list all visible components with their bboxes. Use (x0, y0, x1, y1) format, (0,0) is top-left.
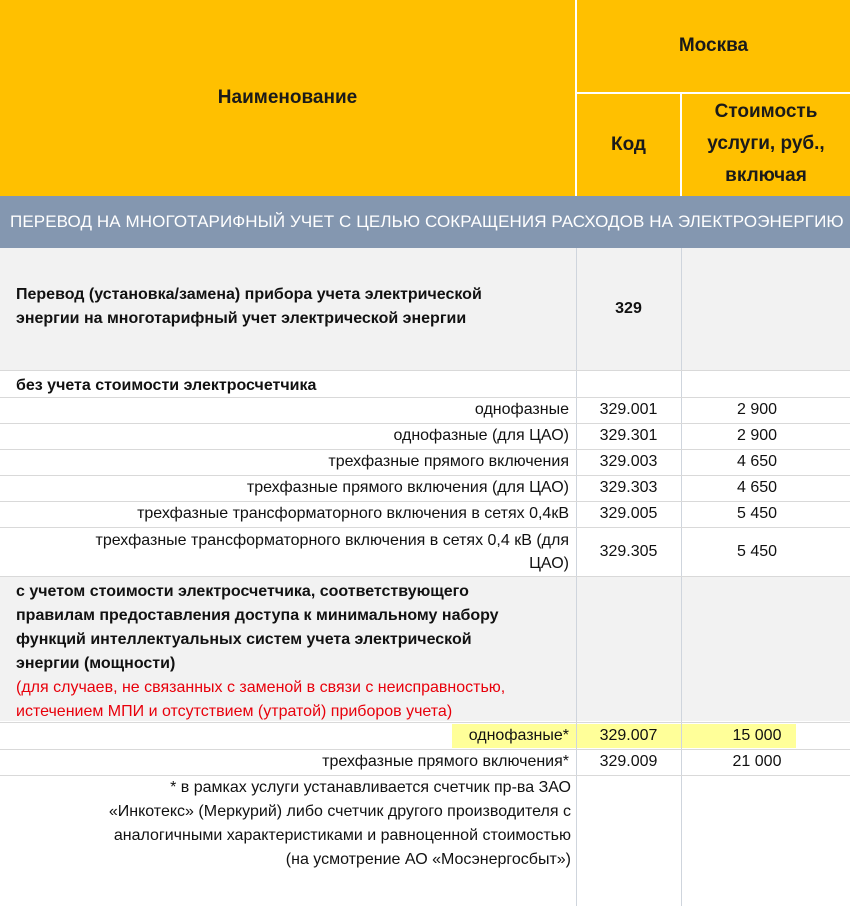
row-divider (0, 423, 850, 424)
footnote-line: * в рамках услуги устанавливается счетчик пр-ва ЗАО (170, 779, 571, 796)
header-city: Москва (678, 35, 749, 56)
group1-title: без учета стоимости электросчетчика (16, 377, 317, 394)
group2-title-line: функций интеллектуальных систем учета электрической (16, 631, 472, 648)
header-price-line: включая (725, 165, 807, 186)
header-code-column: Код (610, 134, 646, 155)
row-divider (0, 775, 850, 776)
column-divider (576, 248, 577, 906)
table-row-name: однофазные (474, 401, 569, 418)
table-row-code: 329.009 (599, 753, 658, 770)
table-row-name: трехфазные трансформаторного включения в сетях 0,4кВ (137, 505, 569, 522)
table-row-price: 4 650 (736, 453, 778, 470)
header-name-column: Наименование (217, 87, 358, 108)
group2-note-line: истечением МПИ и отсутствием (утратой) приборов учета) (16, 703, 453, 720)
table-row-price: 4 650 (736, 479, 778, 496)
row-divider (0, 397, 850, 398)
table-row-code: 329.303 (599, 479, 658, 496)
group2-note-line: (для случаев, не связанных с заменой в связи с неисправностью, (16, 679, 506, 696)
table-row-name: трехфазные прямого включения (для ЦАО) (246, 479, 569, 496)
service-title (16, 283, 571, 331)
column-divider (681, 248, 682, 906)
table-row-name-line: трехфазные трансформаторного включения в сетях 0,4 кВ (для (95, 532, 569, 549)
group2-title-line: энергии (мощности) (16, 655, 176, 672)
header-price-column (682, 94, 850, 196)
table-row-price: 2 900 (736, 427, 778, 444)
row-divider (0, 475, 850, 476)
row-divider (0, 501, 850, 502)
section-band: ПЕРЕВОД НА МНОГОТАРИФНЫЙ УЧЕТ С ЦЕЛЬЮ СОКРАЩЕНИЯ РАСХОДОВ НА ЭЛЕКТРОЭНЕРГИЮ (0, 196, 850, 248)
row-divider (0, 722, 850, 723)
table-row-name-line: ЦАО) (529, 555, 569, 572)
table-row-name: трехфазные прямого включения (328, 453, 569, 470)
table-row-price: 5 450 (736, 543, 778, 560)
table-row-price: 5 450 (736, 505, 778, 522)
footnote (0, 776, 577, 872)
group2-title-line: с учетом стоимости электросчетчика, соответствующего (16, 583, 469, 600)
group2-title (16, 580, 576, 676)
row-divider (0, 576, 850, 577)
group2-title-line: правилам предоставления доступа к минимальному набору (16, 607, 499, 624)
table-row-name: трехфазные прямого включения* (322, 753, 569, 770)
service-code: 329 (615, 300, 642, 317)
table-row-code: 329.007 (599, 727, 658, 744)
table-row-code: 329.301 (599, 427, 658, 444)
table-row-name: однофазные* (468, 727, 569, 744)
row-divider (0, 527, 850, 528)
table-row-name: однофазные (для ЦАО) (393, 427, 569, 444)
footnote-line: (на усмотрение АО «Мосэнергосбыт») (285, 851, 571, 868)
table-row-code: 329.305 (599, 543, 658, 560)
table-row-price: 21 000 (732, 753, 782, 770)
group2-note (16, 676, 576, 724)
table-row-code: 329.005 (599, 505, 658, 522)
table-row-code: 329.001 (599, 401, 658, 418)
footnote-line: аналогичными характеристиками и равноценной стоимостью (113, 827, 571, 844)
service-title-line: Перевод (установка/замена) прибора учета электрической (16, 286, 482, 303)
row-divider (0, 449, 850, 450)
row-divider (0, 749, 850, 750)
table-row-price: 2 900 (736, 401, 778, 418)
header-price-line: Стоимость (714, 101, 818, 122)
service-title-line: энергии на многотарифный учет электрической энергии (16, 310, 467, 327)
footnote-line: «Инкотекс» (Меркурий) либо счетчик другого производителя с (108, 803, 571, 820)
header-price-line: услуги, руб., (707, 133, 825, 154)
table-row-code: 329.003 (599, 453, 658, 470)
row-divider (0, 370, 850, 371)
table-row-price: 15 000 (732, 727, 782, 744)
table-row-name (0, 529, 577, 575)
